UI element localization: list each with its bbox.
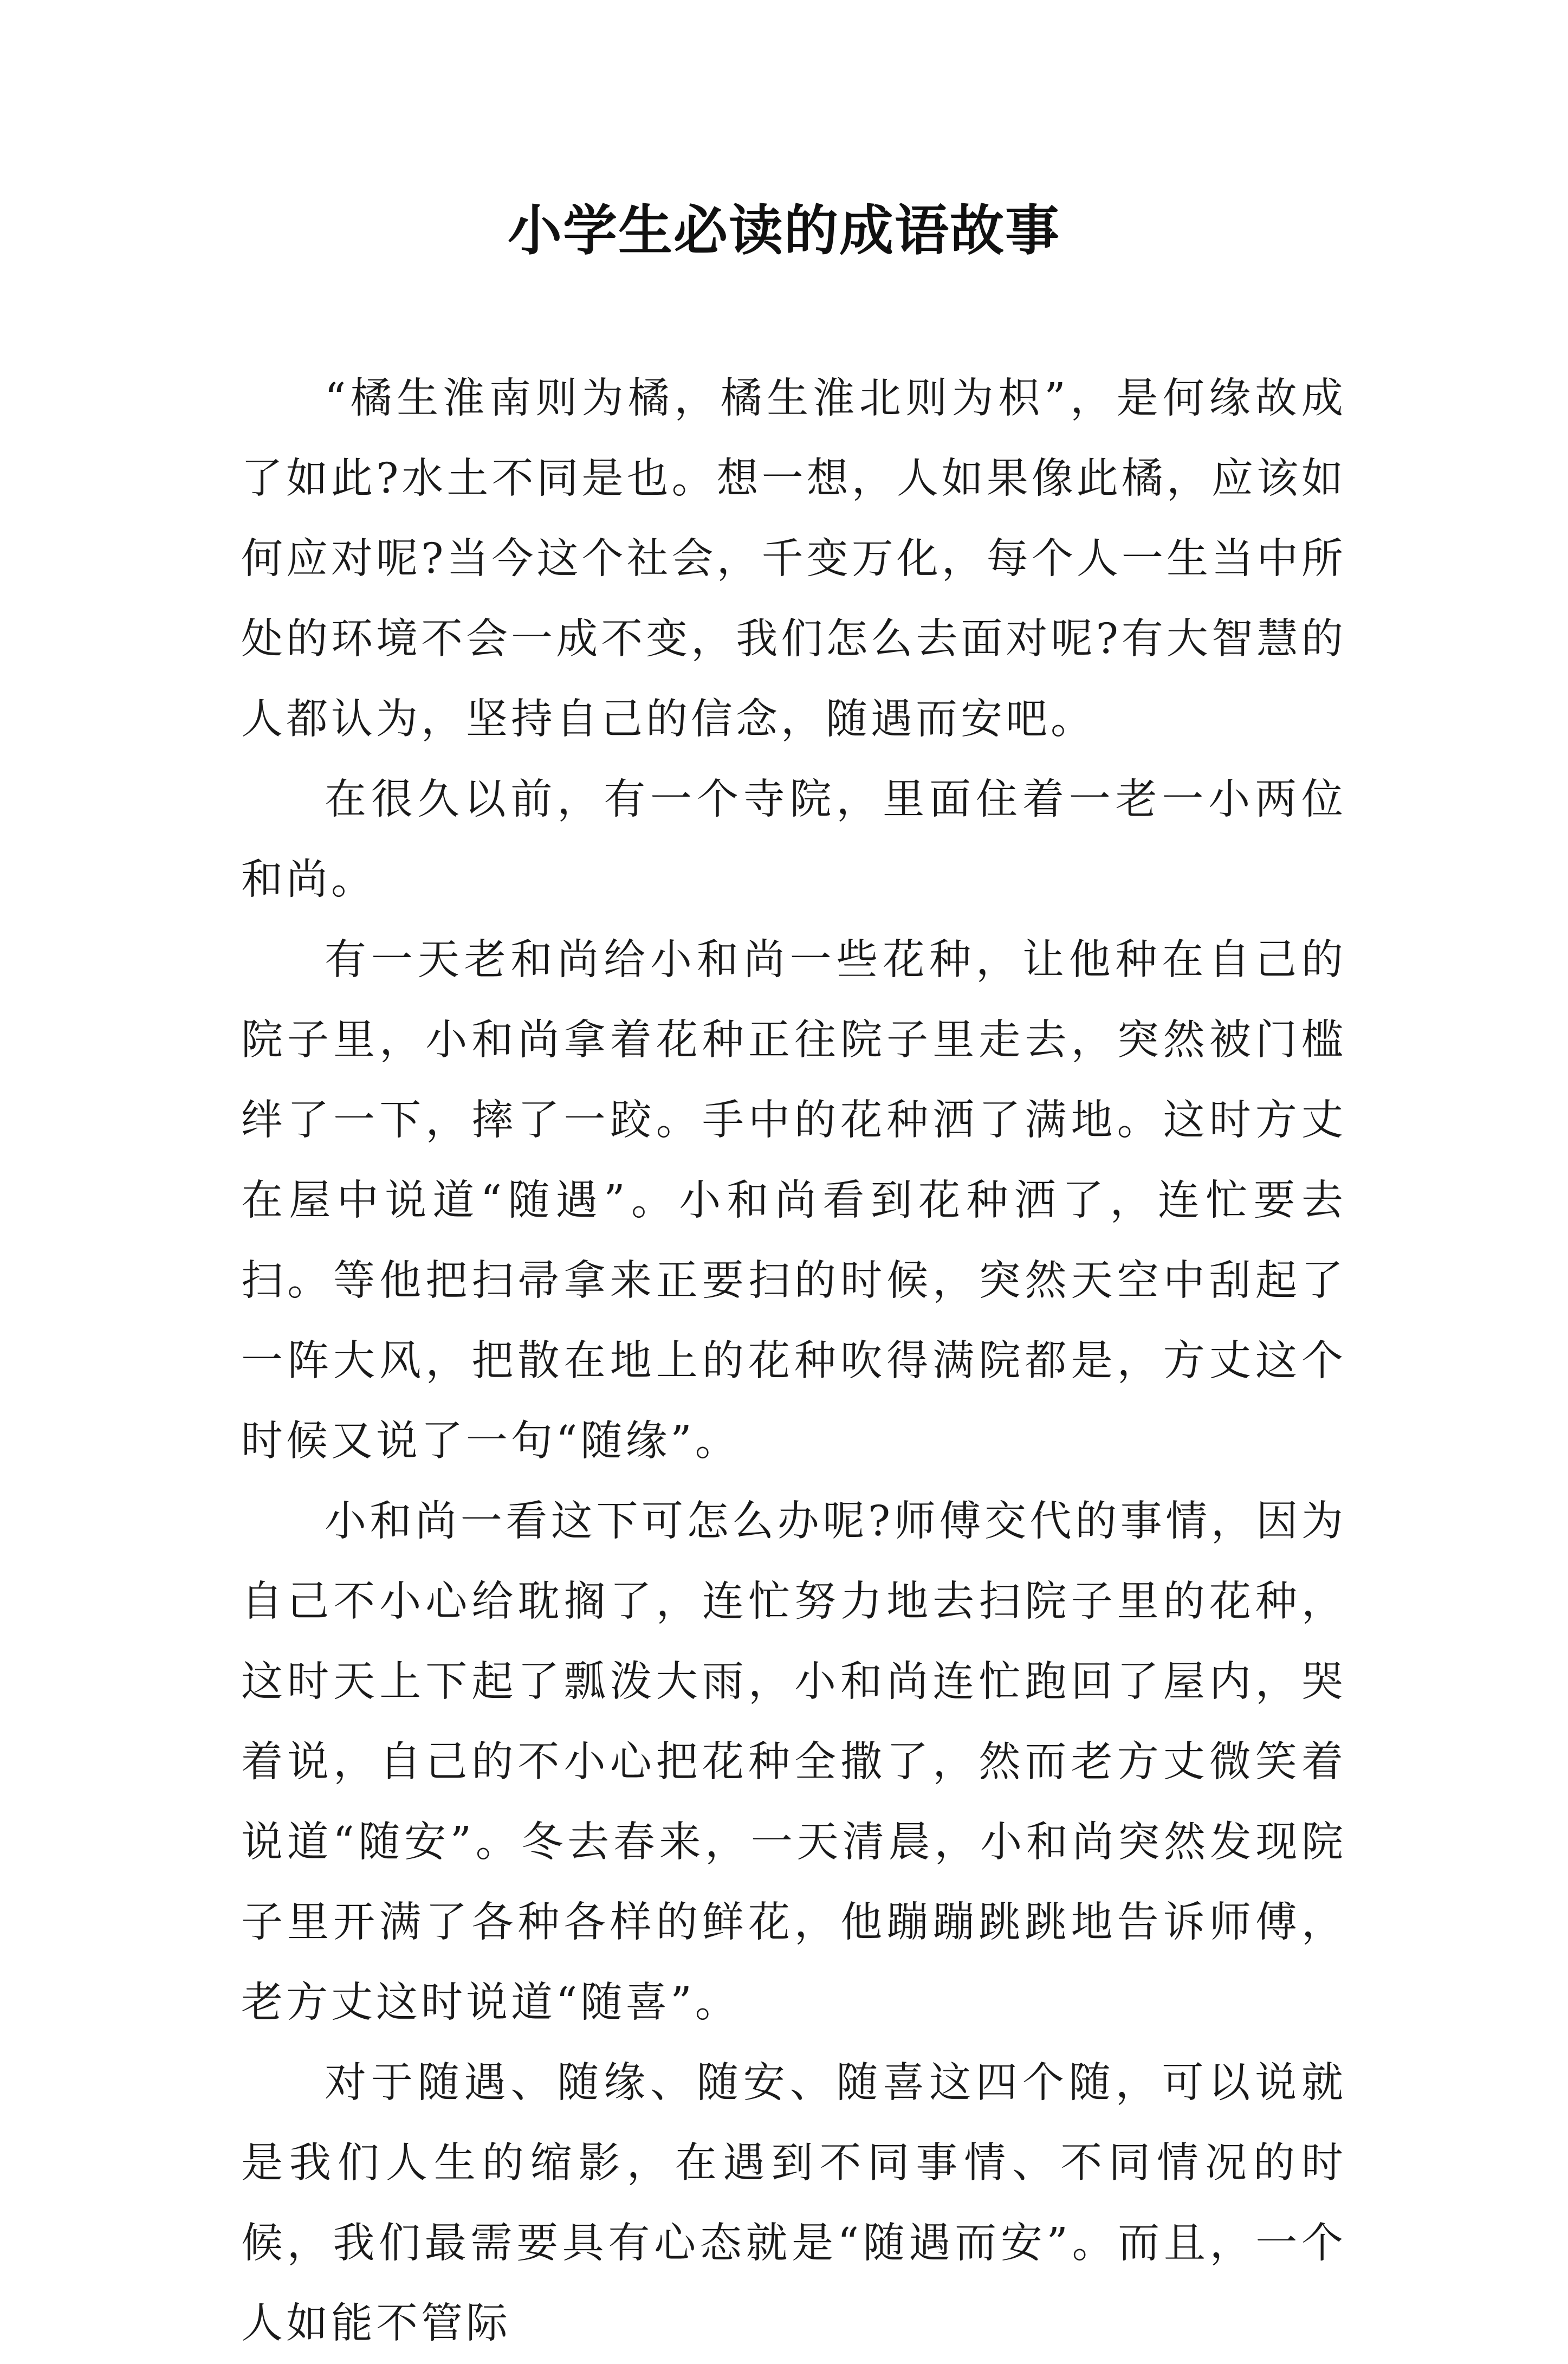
document-title: 小学生必读的成语故事	[508, 198, 1060, 262]
paragraph-2: 在很久以前，有一个寺院，里面住着一老一小两位和尚。	[241, 776, 1346, 904]
paragraph-3: 有一天老和尚给小和尚一些花种，让他种在自己的院子里，小和尚拿着花种正往院子里走去，突然被门槛绊了一下，摔了一跤。手中的花种洒了满地。这时方丈在屋中说道“随遇”。小和尚看到花种洒了，连忙要去扫。等他把扫帚拿来正要扫的时候，突然天空中刮起了一阵大风，把散在地上的花种吹得满院都是，方丈这个时候又说了一句“随缘”。	[241, 936, 1346, 1465]
paragraph-4: 小和尚一看这下可怎么办呢?师傅交代的事情，因为自己不小心给耽搁了，连忙努力地去扫院子里的花种，这时天上下起了瓢泼大雨，小和尚连忙跑回了屋内，哭着说，自己的不小心把花种全撒了，然而老方丈微笑着说道“随安”。冬去春来，一天清晨，小和尚突然发现院子里开满了各种各样的鲜花，他蹦蹦跳跳地告诉师傅，老方丈这时说道“随喜”。	[241, 1497, 1346, 2027]
document-body	[241, 359, 1346, 2364]
paragraph-5: 对于随遇、随缘、随安、随喜这四个随，可以说就是我们人生的缩影，在遇到不同事情、不同情况的时候，我们最需要具有心态就是“随遇而安”。而且，一个人如能不管际	[241, 2059, 1346, 2348]
paragraph-1: “橘生淮南则为橘，橘生淮北则为枳”，是何缘故成了如此?水土不同是也。想一想，人如果像此橘，应该如何应对呢?当今这个社会，千变万化，每个人一生当中所处的环境不会一成不变，我们怎么去面对呢?有大智慧的人都认为，坚持自己的信念，随遇而安吧。	[241, 374, 1346, 744]
